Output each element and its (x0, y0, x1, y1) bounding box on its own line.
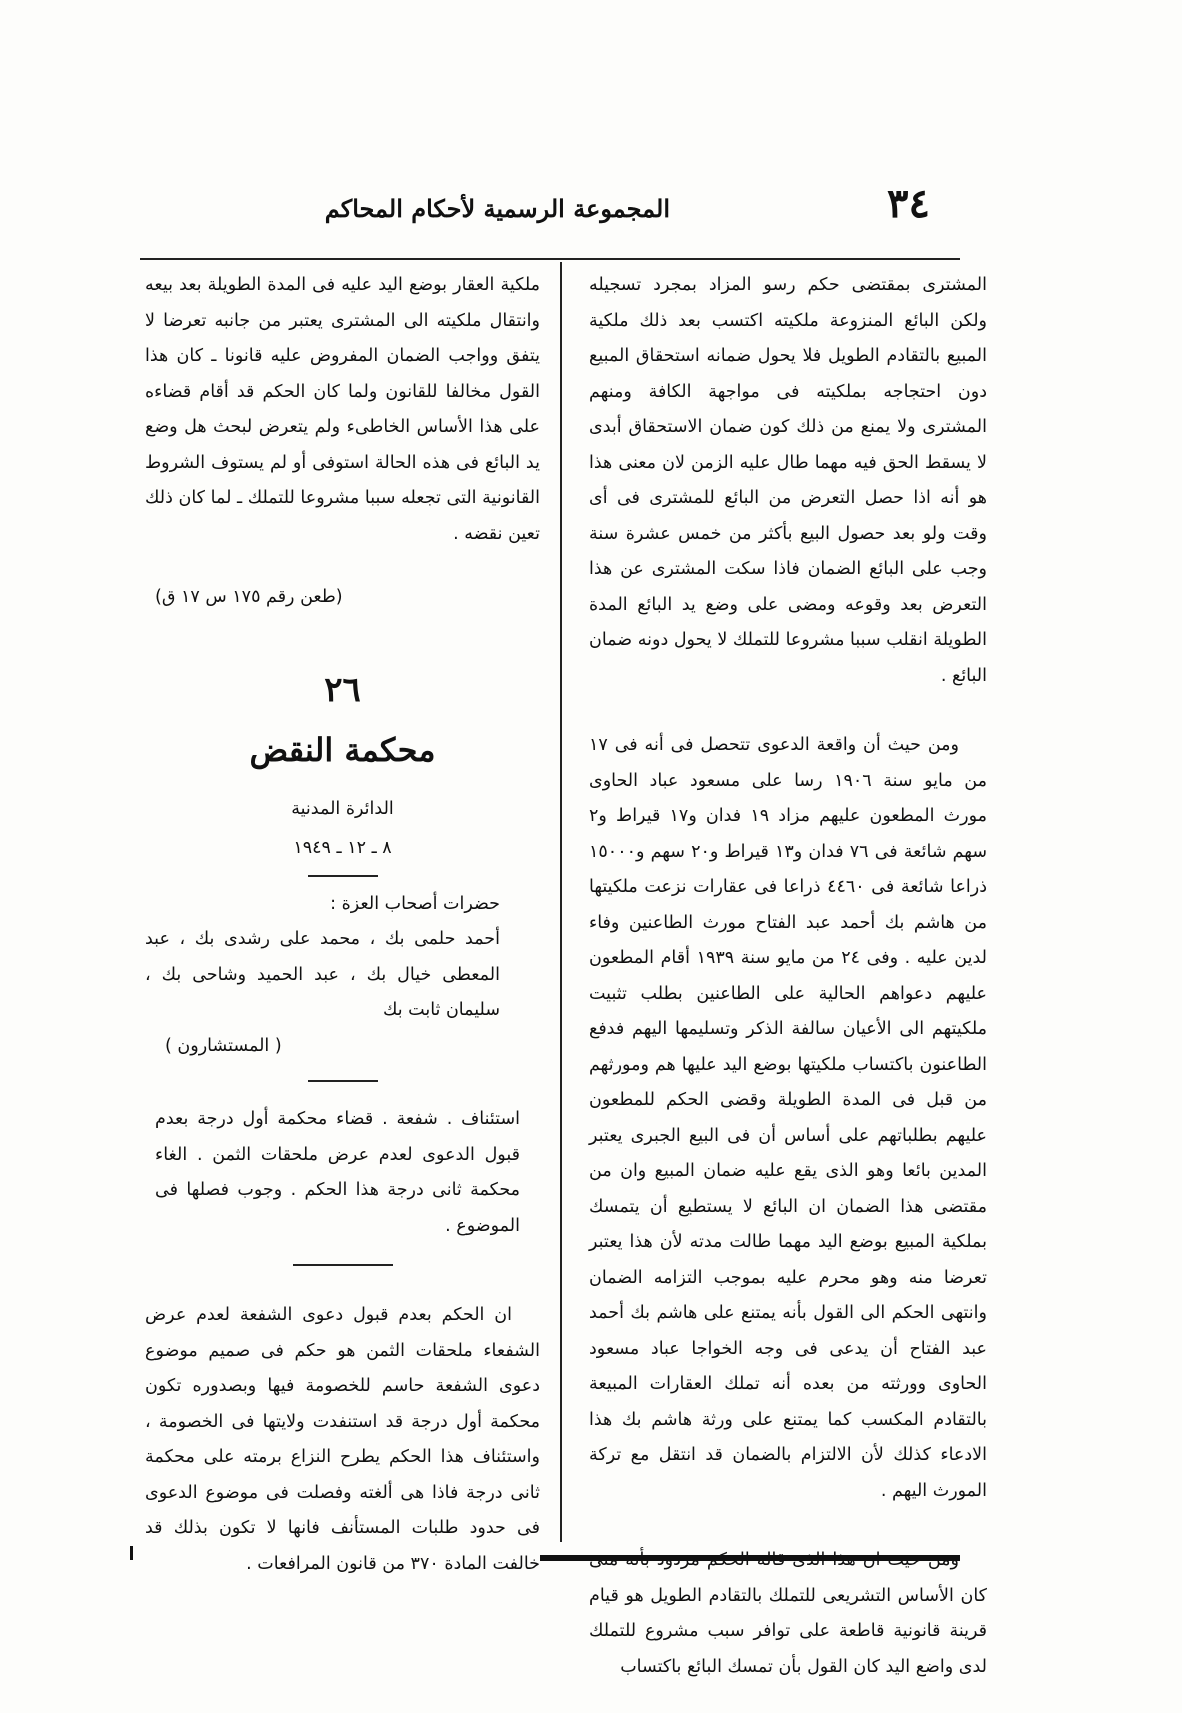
session-date: ٨ ـ ١٢ ـ ١٩٤٩ (293, 838, 392, 858)
paragraph: ملكية العقار بوضع اليد عليه فى المدة الطويلة بعد بيعه وانتقال ملكيته الى المشترى يعتبر من جانبه تعرضا لا يتفق وواجب الضمان المفروض عليه قانونا ـ كان هذا القول مخالفا للقانون ولما كان الحكم قد أقام قضاءه على هذا الأساس الخاطىء ولم يتعرض لبحث هل وضع يد البائع فى هذه الحالة استوفى أو لم يستوف الشروط القانونية التى تجعله سببا مشروعا للتملك ـ لما كان ذلك تعين نقضه . (145, 275, 540, 544)
scan-edge-mark (540, 1555, 960, 1561)
paragraph: المشترى بمقتضى حكم رسو المزاد بمجرد تسجيله ولكن البائع المنزوعة ملكيته اكتسب بعد ذلك ملكية المبيع بالتقادم الطويل فلا يحول ضمانه استحقاق المبيع دون احتجاجه بملكيته فى مواجهة الكافة ومنهم المشترى ولا يمنع من ذلك كون ضمان الاستحقاق أبدى لا يسقط الحق فيه مهما طال عليه الزمن لان معنى هذا هو أنه اذا حصل التعرض من البائع للمشترى فى أى وقت ولو بعد حصول البيع بأكثر من خمس عشرة سنة وجب على البائع الضمان فاذا سكت المشترى عن هذا التعرض بعد وقوعه ومضى على وضع يد البائع المدة الطويلة انقلب سببا مشروعا للتملك لا يحول دونه ضمان البائع . (589, 275, 987, 686)
judges-list: أحمد حلمى بك ، محمد على رشدى بك ، عبد المعطى خيال بك ، عبد الحميد وشاحى بك ، سليمان ثابت بك (145, 929, 500, 1020)
page-header (150, 180, 970, 250)
case-summary: استئناف . شفعة . قضاء محكمة أول درجة بعدم قبول الدعوى لعدم عرض ملحقات الثمن . الغاء محكمة ثانى درجة هذا الحكم . وجوب فصلها فى الموضوع . (155, 1109, 520, 1236)
appeal-reference: (طعن رقم ١٧٥ س ١٧ ق) (155, 587, 343, 607)
section-rule (308, 1080, 378, 1082)
paragraph: كان الأساس التشريعى للتملك بالتقادم الطويل هو قيام قرينة قانونية قاطعة على توافر سبب مشروع للتملك لدى واضع اليد كان القول بأن تمسك البائع باكتساب (589, 1585, 987, 1677)
court-name: محكمة النقض (249, 730, 436, 769)
paragraph-gap (589, 1509, 987, 1543)
advisors-label: ( المستشارون ) (165, 1035, 282, 1056)
header-rule (140, 258, 960, 260)
scan-edge-mark (130, 1546, 133, 1560)
paragraph: ان الحكم بعدم قبول دعوى الشفعة لعدم عرض الشفعاء ملحقات الثمن هو حكم فى صميم موضوع دعوى الشفعة حاسم للخصومة فيها وبصدوره تكون محكمة أول درجة قد استنفدت ولايتها فى الخصومة ، واستئناف هذا الحكم يطرح النزاع برمته على محكمة ثانى درجة فاذا هى ألغته وفصلت فى موضوع الدعوى فى حدود طلبات المستأنف فانها لا تكون بذلك قد خالفت المادة ٣٧٠ من قانون المرافعات . (145, 1305, 540, 1574)
running-title: المجموعة الرسمية لأحكام المحاكم (324, 194, 670, 223)
left-column (145, 268, 540, 1582)
paragraph: ومن حيث أن واقعة الدعوى تتحصل فى أنه فى ١٧ من مايو سنة ١٩٠٦ رسا على مسعود عباد الحاوى مورث المطعون عليهم مزاد ١٩ فدان و١٧ قيراط و٢ سهم شائعة فى ٧٦ فدان و١٣ قيراط و٢٠ سهم و١٥٠٠٠ ذراعا شائعة فى ٤٤٦٠ ذراعا فى عقارات نزعت ملكيتها من هاشم بك أحمد عبد الفتاح مورث الطاعنين وفاء لدين عليه . وفى ٢٤ من مايو سنة ١٩٣٩ أقام المطعون عليهم دعواهم الحالية على الطاعنين بطلب تثبيت ملكيتهم الى الأعيان سالفة الذكر وتسليمها اليهم فدفع الطاعنون باكتساب ملكيتها بوضع اليد عليها هم ومورثهم من قبل فى المدة الطويلة وقضى الحكم للمطعون عليهم بطلباتهم على أساس أن فى البيع الجبرى يعتبر المدين بائعا وهو الذى يقع عليه ضمان المبيع وان من مقتضى هذا الضمان ان البائع لا يستطيع أن يتمسك بملكية المبيع بوضع اليد مهما طالت مدته لأن هذا يعتبر تعرضا منه وهو محرم عليه بموجب التزامه الضمان وانتهى الحكم الى القول بأنه يمتنع على هاشم بك أحمد عبد الفتاح أن يدعى فى وجه الخواجا عباد مسعود الحاوى وورثته من بعده أنه تملك العقارات المبيعة بالتقادم المكسب كما يمتنع على ورثة هاشم بك هذا الادعاء كذلك لأن الالتزام بالضمان قد انتقل مع تركة المورث اليهم . (589, 735, 988, 1501)
section-rule (293, 1264, 393, 1266)
paragraph-gap (589, 694, 987, 728)
circuit-name: الدائرة المدنية (291, 798, 394, 819)
right-column (589, 268, 987, 1685)
page-number: ٣٤ (887, 180, 930, 227)
case-number: ٢٦ (324, 669, 361, 710)
column-divider (560, 262, 562, 1542)
attendance-title: حضرات أصحاب العزة : (330, 893, 500, 914)
section-rule (308, 875, 378, 877)
